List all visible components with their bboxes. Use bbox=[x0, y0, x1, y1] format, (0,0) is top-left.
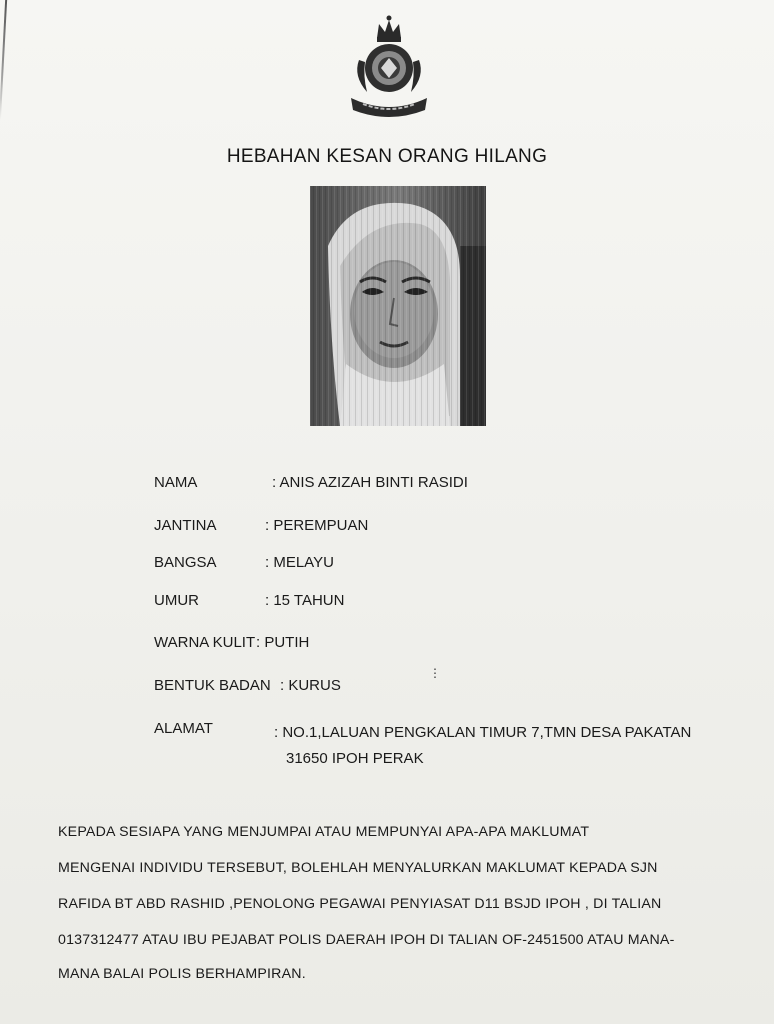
notice-line-2: MENGENAI INDIVIDU TERSEBUT, BOLEHLAH MENYALURKAN MAKLUMAT KEPADA SJN bbox=[58, 860, 658, 876]
scan-speck: ⋮ bbox=[429, 666, 441, 680]
value-alamat-line2: 31650 IPOH PERAK bbox=[286, 750, 424, 767]
label-warna-kulit: WARNA KULIT bbox=[154, 634, 256, 651]
value-bangsa: : MELAYU bbox=[265, 554, 334, 571]
notice-line-1: KEPADA SESIAPA YANG MENJUMPAI ATAU MEMPUNYAI APA-APA MAKLUMAT bbox=[58, 824, 590, 840]
value-bentuk-badan: : KURUS bbox=[280, 677, 341, 694]
page-title: HEBAHAN KESAN ORANG HILANG bbox=[226, 146, 548, 167]
page-edge-mark bbox=[0, 0, 7, 120]
value-nama: : ANIS AZIZAH BINTI RASIDI bbox=[272, 474, 468, 491]
notice-line-4: 0137312477 ATAU IBU PEJABAT POLIS DAERAH IPOH DI TALIAN OF-2451500 ATAU MANA- bbox=[58, 932, 675, 948]
label-jantina: JANTINA bbox=[154, 517, 217, 534]
label-bangsa: BANGSA bbox=[154, 554, 217, 571]
notice-line-3: RAFIDA BT ABD RASHID ,PENOLONG PEGAWAI PENYIASAT D11 BSJD IPOH , DI TALIAN bbox=[58, 896, 662, 912]
police-crest-icon bbox=[341, 12, 437, 122]
label-alamat: ALAMAT bbox=[154, 720, 213, 737]
value-umur: : 15 TAHUN bbox=[265, 592, 345, 609]
missing-person-photo bbox=[310, 186, 486, 426]
value-alamat: : NO.1,LALUAN PENGKALAN TIMUR 7,TMN DESA PAKATAN bbox=[274, 724, 692, 741]
label-bentuk-badan: BENTUK BADAN bbox=[154, 677, 271, 694]
label-nama: NAMA bbox=[154, 474, 198, 491]
value-warna-kulit: : PUTIH bbox=[256, 634, 310, 651]
label-umur: UMUR bbox=[154, 592, 199, 609]
notice-line-5: MANA BALAI POLIS BERHAMPIRAN. bbox=[58, 966, 306, 982]
value-jantina: : PEREMPUAN bbox=[265, 517, 369, 534]
